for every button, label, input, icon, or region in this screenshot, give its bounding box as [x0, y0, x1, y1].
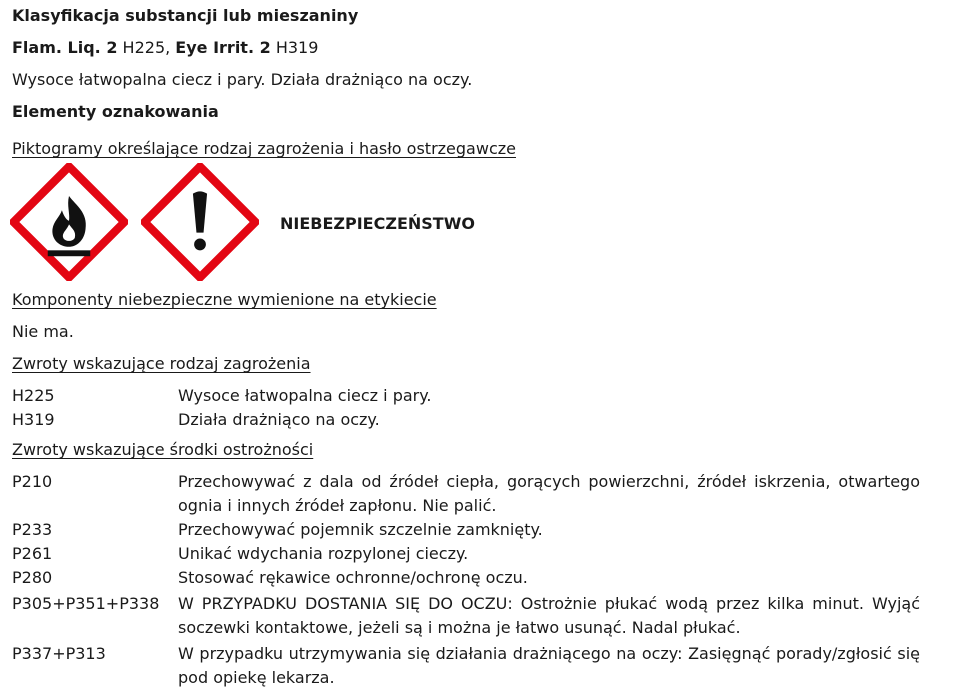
precautionary-code: P305+P351+P338	[12, 594, 160, 613]
hazard-code: H225	[12, 386, 55, 405]
components-heading: Komponenty niebezpieczne wymienione na etykiecie	[12, 290, 437, 309]
precautionary-statement-text: W PRZYPADKU DOSTANIA SIĘ DO OCZU: Ostrożnie płukać wodą przez kilka minut. Wyjąć soczewki kontaktowe, jeżeli są i można je łatwo usunąć. Nadal płukać.	[178, 594, 920, 637]
precautionary-code: P233	[12, 520, 53, 539]
hazard-code: H319	[275, 38, 319, 57]
flame-pictogram-icon	[10, 163, 128, 281]
precautionary-code: P337+P313	[12, 644, 106, 663]
label-elements-heading: Elementy oznakowania	[12, 102, 219, 121]
separator: ,	[165, 38, 176, 57]
signal-word: NIEBEZPIECZEŃSTWO	[280, 214, 475, 233]
hazard-code: H225	[122, 38, 166, 57]
classification-codes	[12, 38, 318, 58]
precautionary-statement-text: Unikać wdychania rozpylonej cieczy.	[178, 544, 469, 563]
hazard-class: Eye Irrit. 2	[175, 38, 271, 57]
exclamation-mark-pictogram-icon	[141, 163, 259, 281]
hazard-statements-heading: Zwroty wskazujące rodzaj zagrożenia	[12, 354, 311, 373]
hazard-class: Flam. Liq. 2	[12, 38, 118, 57]
precautionary-statement-text: W przypadku utrzymywania się działania drażniącego na oczy: Zasięgnąć porady/zgłosić się pod opiekę lekarza.	[178, 644, 920, 687]
precautionary-statements-heading: Zwroty wskazujące środki ostrożności	[12, 440, 314, 459]
classification-description: Wysoce łatwopalna ciecz i pary. Działa drażniąco na oczy.	[12, 70, 473, 89]
precautionary-code: P261	[12, 544, 53, 563]
hazard-statement-text: Wysoce łatwopalna ciecz i pary.	[178, 386, 432, 405]
precautionary-code: P210	[12, 472, 53, 491]
hazard-statement-text: Działa drażniąco na oczy.	[178, 410, 380, 429]
precautionary-statement-text: Stosować rękawice ochronne/ochronę oczu.	[178, 568, 528, 587]
classification-heading: Klasyfikacja substancji lub mieszaniny	[12, 6, 359, 25]
pictograms-heading: Piktogramy określające rodzaj zagrożenia i hasło ostrzegawcze	[12, 139, 516, 158]
components-value: Nie ma.	[12, 322, 74, 341]
precautionary-code: P280	[12, 568, 53, 587]
hazard-code: H319	[12, 410, 55, 429]
precautionary-statement-text: Przechowywać pojemnik szczelnie zamknięty.	[178, 520, 543, 539]
precautionary-statement-text: Przechowywać z dala od źródeł ciepła, gorących powierzchni, źródeł iskrzenia, otwartego ognia i innych źródeł zapłonu. Nie palić.	[178, 472, 920, 515]
